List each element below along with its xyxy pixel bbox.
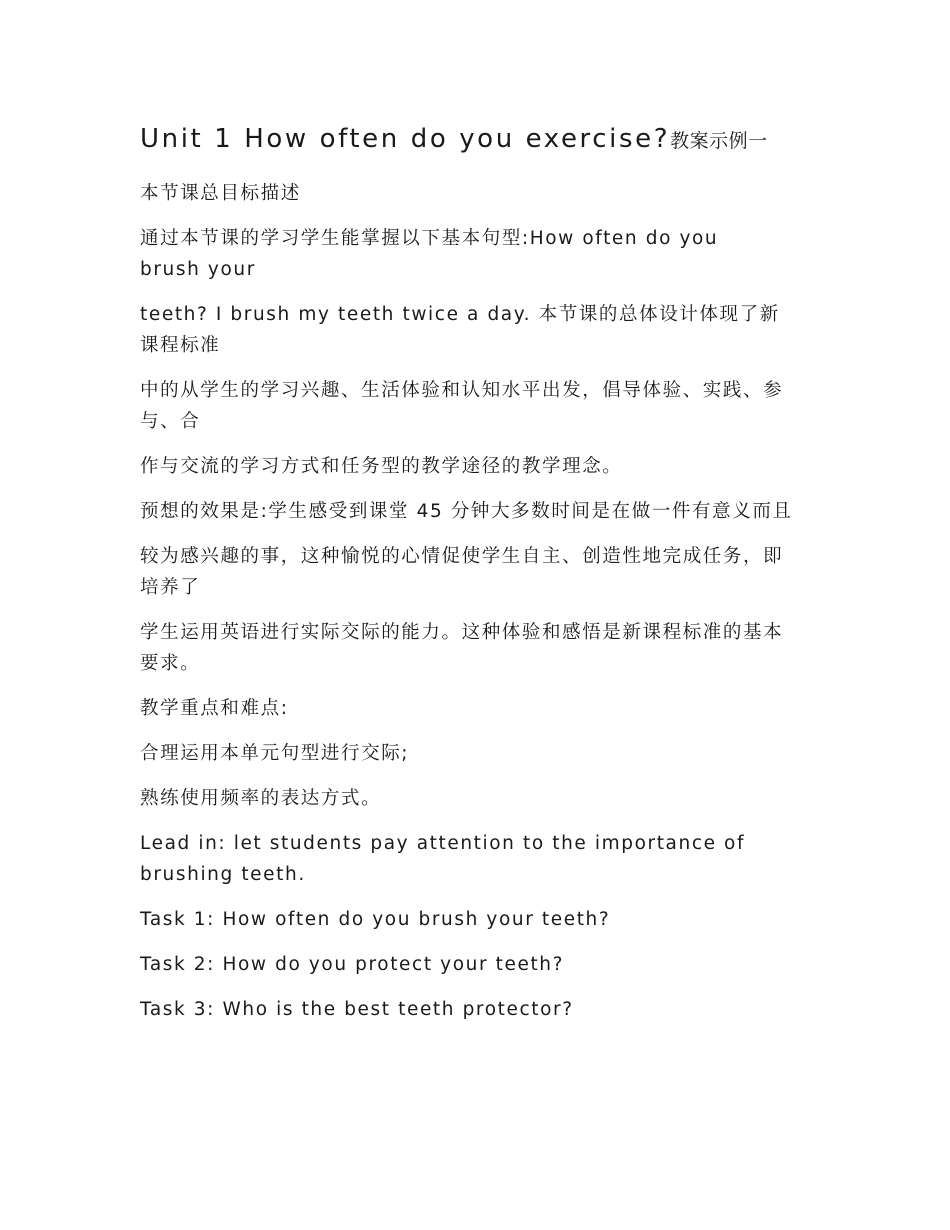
paragraph-line: brush your	[140, 259, 256, 280]
paragraph	[140, 693, 820, 724]
paragraph-line: 通过本节课的学习学生能掌握以下基本句型:How often do you	[140, 228, 719, 249]
paragraph	[140, 451, 820, 482]
paragraph-line: 课程标准	[140, 335, 221, 356]
paragraph-line: 较为感兴趣的事，这种愉悦的心情促使学生自主、创造性地完成任务，即	[140, 546, 784, 567]
paragraph-line: 与、合	[140, 411, 201, 432]
paragraph	[140, 994, 820, 1025]
paragraph-line: 学生运用英语进行实际交际的能力。这种体验和感悟是新课程标准的基本	[140, 622, 784, 643]
title-chinese: 教案示例一	[670, 130, 768, 152]
paragraph	[140, 496, 820, 527]
title-english: Unit 1 How often do you exercise?	[140, 124, 671, 154]
paragraph	[140, 828, 820, 890]
paragraph	[140, 178, 820, 209]
paragraph	[140, 738, 820, 769]
paragraph-line: teeth? I brush my teeth twice a day. 本节课的总体设计体现了新	[140, 304, 780, 325]
paragraph	[140, 783, 820, 814]
paragraph	[140, 299, 820, 361]
paragraph-line: Lead in: let students pay attention to the importance of	[140, 833, 746, 854]
paragraph-line: Task 3: Who is the best teeth protector?	[140, 999, 574, 1020]
document-title	[140, 116, 820, 156]
paragraph-line: 教学重点和难点:	[140, 698, 289, 719]
paragraph-line: 本节课总目标描述	[140, 183, 301, 204]
paragraph-line: 培养了	[140, 577, 201, 598]
paragraph-line: Task 2: How do you protect your teeth?	[140, 954, 565, 975]
paragraph-line: 熟练使用频率的表达方式。	[140, 788, 382, 809]
paragraph-line: 合理运用本单元句型进行交际;	[140, 743, 410, 764]
paragraph-line: 预想的效果是:学生感受到课堂 45 分钟大多数时间是在做一件有意义而且	[140, 501, 793, 522]
paragraph-line: Task 1: How often do you brush your teeth?	[140, 909, 611, 930]
paragraph	[140, 541, 820, 603]
paragraph	[140, 949, 820, 980]
paragraph-line: 要求。	[140, 653, 201, 674]
paragraph-line: brushing teeth.	[140, 864, 306, 885]
paragraph-line: 作与交流的学习方式和任务型的教学途径的教学理念。	[140, 456, 623, 477]
paragraph	[140, 904, 820, 935]
paragraph	[140, 375, 820, 437]
document-page	[140, 116, 820, 1039]
document-body	[140, 178, 820, 1025]
paragraph	[140, 617, 820, 679]
paragraph-line: 中的从学生的学习兴趣、生活体验和认知水平出发，倡导体验、实践、参	[140, 380, 784, 401]
paragraph	[140, 223, 820, 285]
